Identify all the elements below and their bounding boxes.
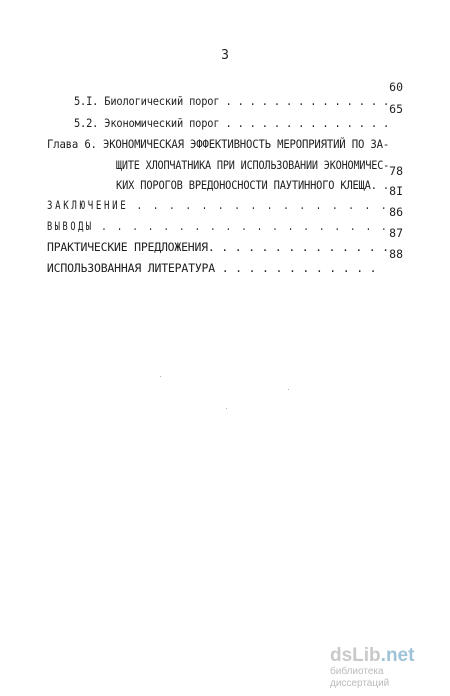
toc-entry-page: 78 [389,164,403,178]
toc-entry-title: ВЫВОДЫ . . . . . . . . . . . . . . . . . . . [46,219,389,233]
toc-entry-page: 8I [389,184,403,198]
toc-entry-page: 65 [389,102,403,116]
toc-entry-references [20,247,376,289]
toc-entry-title: ПРАКТИЧЕСКИЕ ПРЕДЛОЖЕНИЯ. . . . . . . . . . . . . . [46,240,389,254]
watermark-logo-suffix: .net [380,645,415,666]
toc-entry-title: ЩИТЕ ХЛОПЧАТНИКА ПРИ ИСПОЛЬЗОВАНИИ ЭКОНОМИЧЕС- [115,158,390,172]
scan-speck [160,376,161,377]
watermark-logo-main: dsLib [330,645,381,666]
toc-entry-title: 5.2. Экономический порог . . . . . . . . . . . . . . [73,116,389,130]
toc-entry-title: ИСПОЛЬЗОВАННАЯ ЛИТЕРАТУРА . . . . . . . . . . . . [46,261,377,275]
toc-entry-title: Глава 6. ЭКОНОМИЧЕСКАЯ ЭФФЕКТИВНОСТЬ МЕРОПРИЯТИЙ ПО ЗА- [46,137,389,151]
toc-entry-page: 87 [389,226,403,240]
toc-entry-page: 86 [389,205,403,219]
toc-entry-title: КИХ ПОРОГОВ ВРЕДОНОСНОСТИ ПАУТИННОГО КЛЕЩА. . [115,178,389,192]
watermark-tagline: библиотека диссертаций [330,666,390,689]
scan-speck [288,389,289,390]
toc-entry-page: 88 [389,247,403,261]
watermark-logo [330,646,440,666]
toc-entry-title: ЗАКЛЮЧЕНИЕ . . . . . . . . . . . . . . . . [46,198,390,212]
watermark [330,646,440,690]
toc-entry-page: 60 [389,80,403,94]
scan-speck [226,408,227,409]
page-number: 3 [221,48,229,63]
toc-entry-title: 5.I. Биологический порог . . . . . . . . . . . . . . [73,94,389,108]
